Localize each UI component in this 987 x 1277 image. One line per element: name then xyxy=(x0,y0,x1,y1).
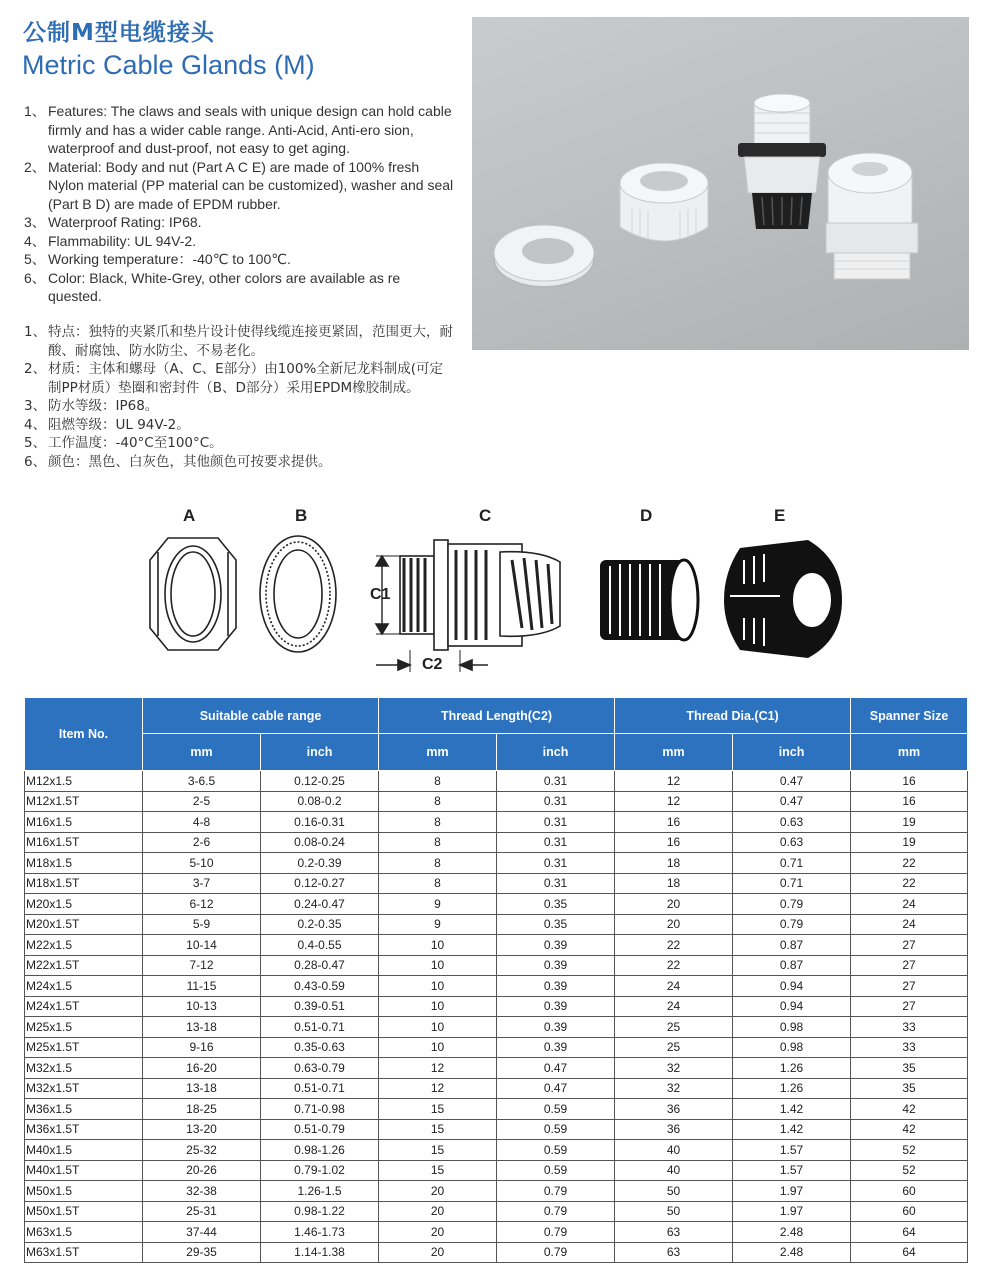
table-cell: 8 xyxy=(379,771,497,792)
table-cell: 18 xyxy=(615,853,733,874)
table-row xyxy=(25,1181,968,1202)
table-cell: 1.26 xyxy=(733,1058,851,1079)
table-cell: 0.39 xyxy=(497,955,615,976)
table-cell: 10 xyxy=(379,955,497,976)
page-title-cn: 公制M型电缆接头 xyxy=(23,20,215,46)
item-number-cell: M24x1.5T xyxy=(25,996,143,1017)
table-cell: 15 xyxy=(379,1140,497,1161)
item-number-cell: M40x1.5T xyxy=(25,1160,143,1181)
table-cell: 0.79 xyxy=(497,1242,615,1263)
table-cell: 1.97 xyxy=(733,1181,851,1202)
table-row xyxy=(25,1058,968,1079)
table-cell: 6-12 xyxy=(143,894,261,915)
table-cell: 0.98 xyxy=(733,1017,851,1038)
table-cell: 0.79-1.02 xyxy=(261,1160,379,1181)
item-number-cell: M12x1.5 xyxy=(25,771,143,792)
table-cell: 20 xyxy=(379,1242,497,1263)
body-drawing xyxy=(376,540,560,672)
item-number-cell: M24x1.5 xyxy=(25,976,143,997)
table-cell: 33 xyxy=(851,1037,968,1058)
table-cell: 9 xyxy=(379,894,497,915)
item-number-cell: M20x1.5 xyxy=(25,894,143,915)
table-cell: 8 xyxy=(379,853,497,874)
item-number-cell: M20x1.5T xyxy=(25,914,143,935)
table-cell: 25 xyxy=(615,1017,733,1038)
part-label-a: A xyxy=(183,506,196,525)
table-cell: 20 xyxy=(379,1181,497,1202)
table-cell: 2.48 xyxy=(733,1222,851,1243)
table-cell: 33 xyxy=(851,1017,968,1038)
table-cell: 12 xyxy=(379,1058,497,1079)
table-cell: 10 xyxy=(379,996,497,1017)
table-cell: 12 xyxy=(615,771,733,792)
table-cell: 24 xyxy=(615,996,733,1017)
table-row xyxy=(25,1099,968,1120)
table-cell: 32 xyxy=(615,1078,733,1099)
table-cell: 5-10 xyxy=(143,853,261,874)
table-cell: 27 xyxy=(851,996,968,1017)
header-item-no: Item No. xyxy=(25,698,143,771)
table-cell: 0.71 xyxy=(733,873,851,894)
table-cell: 12 xyxy=(379,1078,497,1099)
header-cable-range: Suitable cable range xyxy=(143,698,379,734)
table-cell: 0.51-0.71 xyxy=(261,1017,379,1038)
page-title-en: Metric Cable Glands (M) xyxy=(22,50,315,80)
table-cell: 24 xyxy=(851,914,968,935)
item-number-cell: M63x1.5 xyxy=(25,1222,143,1243)
table-row xyxy=(25,894,968,915)
table-cell: 50 xyxy=(615,1181,733,1202)
table-cell: 0.94 xyxy=(733,996,851,1017)
table-cell: 8 xyxy=(379,791,497,812)
table-cell: 13-18 xyxy=(143,1017,261,1038)
table-cell: 32 xyxy=(615,1058,733,1079)
table-cell: 7-12 xyxy=(143,955,261,976)
table-cell: 0.39 xyxy=(497,1017,615,1038)
table-cell: 19 xyxy=(851,812,968,833)
table-cell: 0.39-0.51 xyxy=(261,996,379,1017)
table-cell: 10 xyxy=(379,1017,497,1038)
table-cell: 10 xyxy=(379,935,497,956)
table-cell: 16 xyxy=(615,812,733,833)
table-cell: 2.48 xyxy=(733,1242,851,1263)
table-cell: 0.94 xyxy=(733,976,851,997)
item-number-cell: M50x1.5T xyxy=(25,1201,143,1222)
subheader: mm xyxy=(379,734,497,771)
table-cell: 18-25 xyxy=(143,1099,261,1120)
table-cell: 0.35 xyxy=(497,914,615,935)
table-cell: 16 xyxy=(615,832,733,853)
table-row xyxy=(25,1119,968,1140)
table-cell: 0.35-0.63 xyxy=(261,1037,379,1058)
feature-item: 4、 阻燃等级：UL 94V-2。 xyxy=(24,416,190,433)
table-cell: 8 xyxy=(379,873,497,894)
table-cell: 10-14 xyxy=(143,935,261,956)
table-cell: 5-9 xyxy=(143,914,261,935)
table-cell: 0.79 xyxy=(733,894,851,915)
table-cell: 22 xyxy=(615,955,733,976)
header-spanner-size: Spanner Size xyxy=(851,698,968,734)
subheader: inch xyxy=(261,734,379,771)
table-cell: 0.87 xyxy=(733,955,851,976)
item-number-cell: M12x1.5T xyxy=(25,791,143,812)
table-cell: 10 xyxy=(379,976,497,997)
table-row xyxy=(25,955,968,976)
table-cell: 0.51-0.79 xyxy=(261,1119,379,1140)
table-cell: 0.59 xyxy=(497,1160,615,1181)
table-cell: 0.47 xyxy=(733,791,851,812)
table-cell: 40 xyxy=(615,1160,733,1181)
table-cell: 0.31 xyxy=(497,873,615,894)
feature-item: 4、 Flammability: UL 94V-2. xyxy=(24,232,197,249)
table-cell: 0.2-0.35 xyxy=(261,914,379,935)
table-cell: 0.12-0.27 xyxy=(261,873,379,894)
table-cell: 9-16 xyxy=(143,1037,261,1058)
table-cell: 0.39 xyxy=(497,935,615,956)
table-cell: 42 xyxy=(851,1099,968,1120)
table-row xyxy=(25,1242,968,1263)
table-cell: 27 xyxy=(851,935,968,956)
item-number-cell: M18x1.5T xyxy=(25,873,143,894)
table-row xyxy=(25,1037,968,1058)
table-cell: 0.98-1.26 xyxy=(261,1140,379,1161)
table-row xyxy=(25,1140,968,1161)
table-cell: 1.97 xyxy=(733,1201,851,1222)
table-cell: 8 xyxy=(379,812,497,833)
table-cell: 15 xyxy=(379,1119,497,1140)
feature-item: 5、 Working temperature：-40℃ to 100℃. xyxy=(24,251,291,267)
table-cell: 0.59 xyxy=(497,1140,615,1161)
table-cell: 35 xyxy=(851,1058,968,1079)
table-cell: 0.08-0.24 xyxy=(261,832,379,853)
table-cell: 25 xyxy=(615,1037,733,1058)
table-cell: 36 xyxy=(615,1099,733,1120)
table-row xyxy=(25,935,968,956)
subheader: mm xyxy=(851,734,968,771)
feature-item: 3、 Waterproof Rating: IP68. xyxy=(24,214,202,230)
table-cell: 1.42 xyxy=(733,1119,851,1140)
table-cell: 0.71-0.98 xyxy=(261,1099,379,1120)
table-cell: 63 xyxy=(615,1242,733,1263)
table-cell: 0.98 xyxy=(733,1037,851,1058)
item-number-cell: M32x1.5T xyxy=(25,1078,143,1099)
item-number-cell: M50x1.5 xyxy=(25,1181,143,1202)
table-cell: 0.39 xyxy=(497,996,615,1017)
item-number-cell: M25x1.5T xyxy=(25,1037,143,1058)
item-number-cell: M18x1.5 xyxy=(25,853,143,874)
table-cell: 0.59 xyxy=(497,1119,615,1140)
feature-item: 6、 Color: Black, White-Grey, other colors are available as re quested. xyxy=(24,269,401,304)
table-cell: 0.24-0.47 xyxy=(261,894,379,915)
table-cell: 20-26 xyxy=(143,1160,261,1181)
table-row xyxy=(25,976,968,997)
table-cell: 1.46-1.73 xyxy=(261,1222,379,1243)
table-cell: 16 xyxy=(851,771,968,792)
table-cell: 1.26-1.5 xyxy=(261,1181,379,1202)
table-cell: 0.39 xyxy=(497,976,615,997)
item-number-cell: M32x1.5 xyxy=(25,1058,143,1079)
table-cell: 36 xyxy=(615,1119,733,1140)
table-cell: 15 xyxy=(379,1160,497,1181)
table-cell: 60 xyxy=(851,1181,968,1202)
table-cell: 0.98-1.22 xyxy=(261,1201,379,1222)
part-label-c: C xyxy=(479,506,492,525)
locknut-drawing xyxy=(150,538,236,650)
table-cell: 20 xyxy=(615,894,733,915)
table-cell: 1.57 xyxy=(733,1160,851,1181)
table-cell: 0.31 xyxy=(497,832,615,853)
item-number-cell: M25x1.5 xyxy=(25,1017,143,1038)
table-cell: 24 xyxy=(615,976,733,997)
parts-drawing xyxy=(0,500,987,690)
table-cell: 16-20 xyxy=(143,1058,261,1079)
table-row xyxy=(25,771,968,792)
table-row xyxy=(25,996,968,1017)
table-cell: 0.63 xyxy=(733,832,851,853)
item-number-cell: M22x1.5T xyxy=(25,955,143,976)
table-cell: 20 xyxy=(379,1201,497,1222)
table-cell: 0.79 xyxy=(733,914,851,935)
feature-item: 1、 特点：独特的夹紧爪和垫片设计使得线缆连接更紧固，范围更大，耐酸、耐腐蚀、防水防尘、不易老化。 xyxy=(24,324,453,359)
table-cell: 2-5 xyxy=(143,791,261,812)
product-photo xyxy=(472,17,969,350)
table-cell: 0.2-0.39 xyxy=(261,853,379,874)
subheader: inch xyxy=(733,734,851,771)
header-thread-dia: Thread Dia.(C1) xyxy=(615,698,851,734)
cable-glands-illustration xyxy=(472,17,969,350)
table-cell: 42 xyxy=(851,1119,968,1140)
table-cell: 19 xyxy=(851,832,968,853)
table-cell: 0.63 xyxy=(733,812,851,833)
table-cell: 18 xyxy=(615,873,733,894)
table-cell: 1.42 xyxy=(733,1099,851,1120)
features-list-en xyxy=(24,102,454,306)
item-number-cell: M36x1.5T xyxy=(25,1119,143,1140)
table-row xyxy=(25,873,968,894)
table-cell: 37-44 xyxy=(143,1222,261,1243)
table-cell: 20 xyxy=(615,914,733,935)
table-cell: 60 xyxy=(851,1201,968,1222)
table-cell: 0.43-0.59 xyxy=(261,976,379,997)
item-number-cell: M63x1.5T xyxy=(25,1242,143,1263)
table-cell: 3-7 xyxy=(143,873,261,894)
table-row xyxy=(25,1160,968,1181)
table-cell: 13-18 xyxy=(143,1078,261,1099)
feature-item: 1、 Features: The claws and seals with unique design can hold cable firmly and has a wider cable range. Anti-Acid, Anti-ero sion, waterproof and dust-proof, not easy to get aging. xyxy=(24,103,452,156)
feature-item: 3、 防水等级：IP68。 xyxy=(24,398,159,414)
item-number-cell: M40x1.5 xyxy=(25,1140,143,1161)
table-cell: 0.39 xyxy=(497,1037,615,1058)
table-cell: 0.31 xyxy=(497,812,615,833)
table-cell: 0.47 xyxy=(733,771,851,792)
table-cell: 20 xyxy=(379,1222,497,1243)
table-cell: 0.87 xyxy=(733,935,851,956)
part-label-b: B xyxy=(295,506,308,525)
table-cell: 13-20 xyxy=(143,1119,261,1140)
table-cell: 2-6 xyxy=(143,832,261,853)
table-cell: 0.31 xyxy=(497,791,615,812)
table-cell: 10-13 xyxy=(143,996,261,1017)
table-cell: 25-31 xyxy=(143,1201,261,1222)
table-cell: 3-6.5 xyxy=(143,771,261,792)
table-cell: 40 xyxy=(615,1140,733,1161)
table-cell: 0.47 xyxy=(497,1058,615,1079)
table-cell: 0.71 xyxy=(733,853,851,874)
table-cell: 8 xyxy=(379,832,497,853)
spec-table-body xyxy=(25,771,968,1263)
table-cell: 0.79 xyxy=(497,1181,615,1202)
spec-table xyxy=(24,697,968,1263)
feature-item: 2、 材质：主体和螺母（A、C、E部分）由100%全新尼龙料制成(可定制PP材质）垫圈和密封件（B、D部分）采用EPDM橡胶制成。 xyxy=(24,361,444,396)
table-cell: 64 xyxy=(851,1242,968,1263)
feature-item: 5、 工作温度：-40°C至100°C。 xyxy=(24,435,223,451)
cap-nut-drawing xyxy=(724,540,842,658)
table-cell: 52 xyxy=(851,1160,968,1181)
table-cell: 22 xyxy=(615,935,733,956)
table-cell: 0.31 xyxy=(497,853,615,874)
table-cell: 1.57 xyxy=(733,1140,851,1161)
table-row xyxy=(25,832,968,853)
item-number-cell: M36x1.5 xyxy=(25,1099,143,1120)
subheader: inch xyxy=(497,734,615,771)
table-cell: 0.16-0.31 xyxy=(261,812,379,833)
table-cell: 50 xyxy=(615,1201,733,1222)
table-cell: 0.28-0.47 xyxy=(261,955,379,976)
header-thread-length: Thread Length(C2) xyxy=(379,698,615,734)
table-cell: 0.35 xyxy=(497,894,615,915)
table-row xyxy=(25,791,968,812)
table-row xyxy=(25,1201,968,1222)
table-cell: 27 xyxy=(851,955,968,976)
table-cell: 1.26 xyxy=(733,1078,851,1099)
table-cell: 22 xyxy=(851,853,968,874)
parts-diagram xyxy=(0,500,987,690)
feature-item: 6、 颜色：黑色、白灰色，其他颜色可按要求提供。 xyxy=(24,453,332,470)
table-cell: 0.12-0.25 xyxy=(261,771,379,792)
table-cell: 11-15 xyxy=(143,976,261,997)
table-cell: 0.59 xyxy=(497,1099,615,1120)
item-number-cell: M16x1.5 xyxy=(25,812,143,833)
table-cell: 25-32 xyxy=(143,1140,261,1161)
table-cell: 12 xyxy=(615,791,733,812)
table-cell: 63 xyxy=(615,1222,733,1243)
table-cell: 0.79 xyxy=(497,1222,615,1243)
washer-drawing xyxy=(260,536,336,652)
table-row xyxy=(25,1078,968,1099)
table-cell: 64 xyxy=(851,1222,968,1243)
table-cell: 0.63-0.79 xyxy=(261,1058,379,1079)
part-label-d: D xyxy=(640,506,653,525)
table-cell: 9 xyxy=(379,914,497,935)
table-cell: 0.4-0.55 xyxy=(261,935,379,956)
table-cell: 0.31 xyxy=(497,771,615,792)
table-cell: 27 xyxy=(851,976,968,997)
table-row xyxy=(25,1222,968,1243)
table-row xyxy=(25,812,968,833)
table-row xyxy=(25,914,968,935)
table-cell: 10 xyxy=(379,1037,497,1058)
table-cell: 0.47 xyxy=(497,1078,615,1099)
dim-label-c2: C2 xyxy=(422,656,443,673)
subheader: mm xyxy=(143,734,261,771)
seal-drawing xyxy=(600,560,698,640)
table-cell: 4-8 xyxy=(143,812,261,833)
feature-item: 2、 Material: Body and nut (Part A C E) are made of 100% fresh Nylon material (PP material can be customized), washer and seal (Part B D) are made of EPDM rubber. xyxy=(24,158,454,212)
table-cell: 32-38 xyxy=(143,1181,261,1202)
table-cell: 35 xyxy=(851,1078,968,1099)
subheader: mm xyxy=(615,734,733,771)
dim-label-c1: C1 xyxy=(370,586,391,603)
table-cell: 24 xyxy=(851,894,968,915)
table-cell: 0.08-0.2 xyxy=(261,791,379,812)
table-cell: 15 xyxy=(379,1099,497,1120)
features-list-cn xyxy=(24,323,454,471)
table-cell: 52 xyxy=(851,1140,968,1161)
table-row xyxy=(25,853,968,874)
table-cell: 29-35 xyxy=(143,1242,261,1263)
table-cell: 0.51-0.71 xyxy=(261,1078,379,1099)
table-cell: 22 xyxy=(851,873,968,894)
item-number-cell: M22x1.5 xyxy=(25,935,143,956)
table-row xyxy=(25,1017,968,1038)
item-number-cell: M16x1.5T xyxy=(25,832,143,853)
table-cell: 1.14-1.38 xyxy=(261,1242,379,1263)
part-label-e: E xyxy=(774,506,786,525)
table-cell: 0.79 xyxy=(497,1201,615,1222)
table-cell: 16 xyxy=(851,791,968,812)
